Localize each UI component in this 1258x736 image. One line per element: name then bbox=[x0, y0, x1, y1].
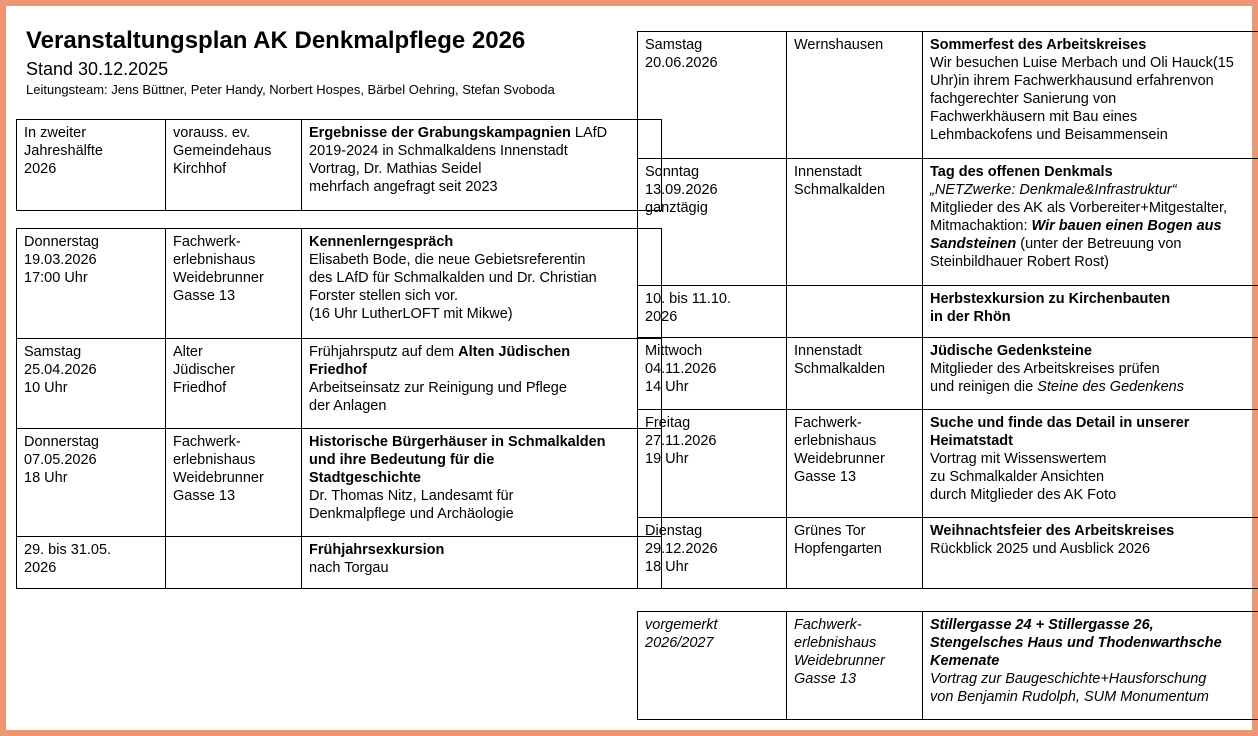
table-row bbox=[17, 537, 662, 589]
event-date: 10. bis 11.10. 2026 bbox=[638, 286, 787, 338]
event-title: Ergebnisse der Grabungskampagnien bbox=[309, 125, 571, 141]
event-date: Dienstag 29.12.2026 18 Uhr bbox=[638, 518, 787, 589]
event-title: Stillergasse 24 + Stillergasse 26, bbox=[930, 617, 1154, 633]
page-title: Veranstaltungsplan AK Denkmalpflege 2026 bbox=[26, 27, 526, 54]
table-row bbox=[638, 518, 1258, 589]
event-description: Jüdische Gedenksteine Mitglieder des Arbeitskreises prüfen und reinigen die Steine des Gedenkens bbox=[923, 338, 1258, 410]
left-events-table bbox=[16, 228, 662, 589]
event-place: vorauss. ev. Gemeindehaus Kirchhof bbox=[166, 120, 302, 211]
event-title: Sommerfest des Arbeitskreises bbox=[930, 37, 1147, 53]
event-title: Tag des offenen Denkmals bbox=[930, 164, 1113, 180]
event-description: Ergebnisse der Grabungskampagnien LAfD 2019-2024 in Schmalkaldens Innenstadt Vortrag, Dr. Mathias Seidel mehrfach angefragt seit 2023 bbox=[302, 120, 662, 211]
event-title: Jüdische Gedenksteine bbox=[930, 343, 1092, 359]
event-description: Frühjahrsexkursion nach Torgau bbox=[302, 537, 662, 589]
left-top-table bbox=[16, 119, 662, 211]
event-place: Fachwerk- erlebnishaus Weidebrunner Gasse 13 bbox=[787, 612, 923, 720]
event-title: Suche und finde das Detail in unserer bbox=[930, 415, 1190, 431]
event-description: Stillergasse 24 + Stillergasse 26, Stengelsches Haus und Thodenwarthsche Kemenate Vortrag zur Baugeschichte+Hausforschung von Benjamin Rudolph, SUM Monumentum bbox=[923, 612, 1258, 720]
event-place: Alter Jüdischer Friedhof bbox=[166, 339, 302, 429]
table-row bbox=[17, 339, 662, 429]
event-place: Fachwerk- erlebnishaus Weidebrunner Gasse 13 bbox=[166, 429, 302, 537]
event-motto: „NETZwerke: Denkmale&Infrastruktur“ bbox=[930, 182, 1177, 198]
table-row bbox=[638, 286, 1258, 338]
event-description: Tag des offenen Denkmals „NETZwerke: Denkmale&Infrastruktur“ Mitglieder des AK als Vorbereiter+Mitgestalter, Mitmachaktion: Wir bauen einen Bogen aus Sandsteinen (unter der Betreuung von Steinbildhauer Robert Rost) bbox=[923, 159, 1258, 286]
event-description: Frühjahrsputz auf dem Alten Jüdischen Friedhof Arbeitseinsatz zur Reinigung und Pflege der Anlagen bbox=[302, 339, 662, 429]
table-row bbox=[638, 32, 1258, 159]
event-place: Fachwerk- erlebnishaus Weidebrunner Gasse 13 bbox=[787, 410, 923, 518]
event-place: Wernshausen bbox=[787, 32, 923, 159]
event-date: vorgemerkt 2026/2027 bbox=[638, 612, 787, 720]
table-row bbox=[638, 159, 1258, 286]
event-description: Herbstexkursion zu Kirchenbauten in der Rhön bbox=[923, 286, 1258, 338]
event-description: Historische Bürgerhäuser in Schmalkalden und ihre Bedeutung für die Stadtgeschichte Dr. Thomas Nitz, Landesamt für Denkmalpflege und Archäologie bbox=[302, 429, 662, 537]
event-title: Historische Bürgerhäuser in Schmalkalden bbox=[309, 434, 606, 450]
event-date: In zweiter Jahreshälfte 2026 bbox=[17, 120, 166, 211]
event-description: Sommerfest des Arbeitskreises Wir besuchen Luise Merbach und Oli Hauck(15 Uhr)in ihrem Fachwerkhausund erfahrenvon fachgerechter Sanierung von Fachwerkhäusern mit Bau eines Lehmbackofens und Beisammensein bbox=[923, 32, 1258, 159]
event-title: Alten Jüdischen bbox=[458, 344, 571, 360]
event-place: Innenstadt Schmalkalden bbox=[787, 159, 923, 286]
event-date: 29. bis 31.05. 2026 bbox=[17, 537, 166, 589]
event-title: Weihnachtsfeier des Arbeitskreises bbox=[930, 523, 1175, 539]
leadership-team: Leitungsteam: Jens Büttner, Peter Handy, Norbert Hospes, Bärbel Oehring, Stefan Svoboda bbox=[26, 82, 555, 97]
event-date: Freitag 27.11.2026 19 Uhr bbox=[638, 410, 787, 518]
planned-events-table bbox=[637, 611, 1258, 720]
event-place bbox=[787, 286, 923, 338]
event-date: Mittwoch 04.11.2026 14 Uhr bbox=[638, 338, 787, 410]
event-place: Innenstadt Schmalkalden bbox=[787, 338, 923, 410]
table-row bbox=[638, 612, 1258, 720]
event-place bbox=[166, 537, 302, 589]
event-description: Weihnachtsfeier des Arbeitskreises Rückblick 2025 und Ausblick 2026 bbox=[923, 518, 1258, 589]
table-row bbox=[638, 338, 1258, 410]
event-date: Samstag 20.06.2026 bbox=[638, 32, 787, 159]
table-row bbox=[638, 410, 1258, 518]
event-title: Herbstexkursion zu Kirchenbauten bbox=[930, 291, 1171, 307]
stand-date: Stand 30.12.2025 bbox=[26, 59, 169, 79]
right-events-table bbox=[637, 31, 1258, 589]
event-date: Donnerstag 19.03.2026 17:00 Uhr bbox=[17, 229, 166, 339]
table-row bbox=[17, 120, 662, 211]
event-title: Frühjahrsexkursion bbox=[309, 542, 445, 558]
event-description: Suche und finde das Detail in unserer Heimatstadt Vortrag mit Wissenswertem zu Schmalkalder Ansichten durch Mitglieder des AK Foto bbox=[923, 410, 1258, 518]
event-date: Samstag 25.04.2026 10 Uhr bbox=[17, 339, 166, 429]
event-place: Grünes Tor Hopfengarten bbox=[787, 518, 923, 589]
event-title: Kennenlerngespräch bbox=[309, 234, 454, 250]
event-description: Kennenlerngespräch Elisabeth Bode, die neue Gebietsreferentin des LAfD für Schmalkalden und Dr. Christian Forster stellen sich vor. (16 Uhr LutherLOFT mit Mikwe) bbox=[302, 229, 662, 339]
event-date: Donnerstag 07.05.2026 18 Uhr bbox=[17, 429, 166, 537]
table-row bbox=[17, 229, 662, 339]
event-place: Fachwerk- erlebnishaus Weidebrunner Gasse 13 bbox=[166, 229, 302, 339]
event-date: Sonntag 13.09.2026 ganztägig bbox=[638, 159, 787, 286]
table-row bbox=[17, 429, 662, 537]
